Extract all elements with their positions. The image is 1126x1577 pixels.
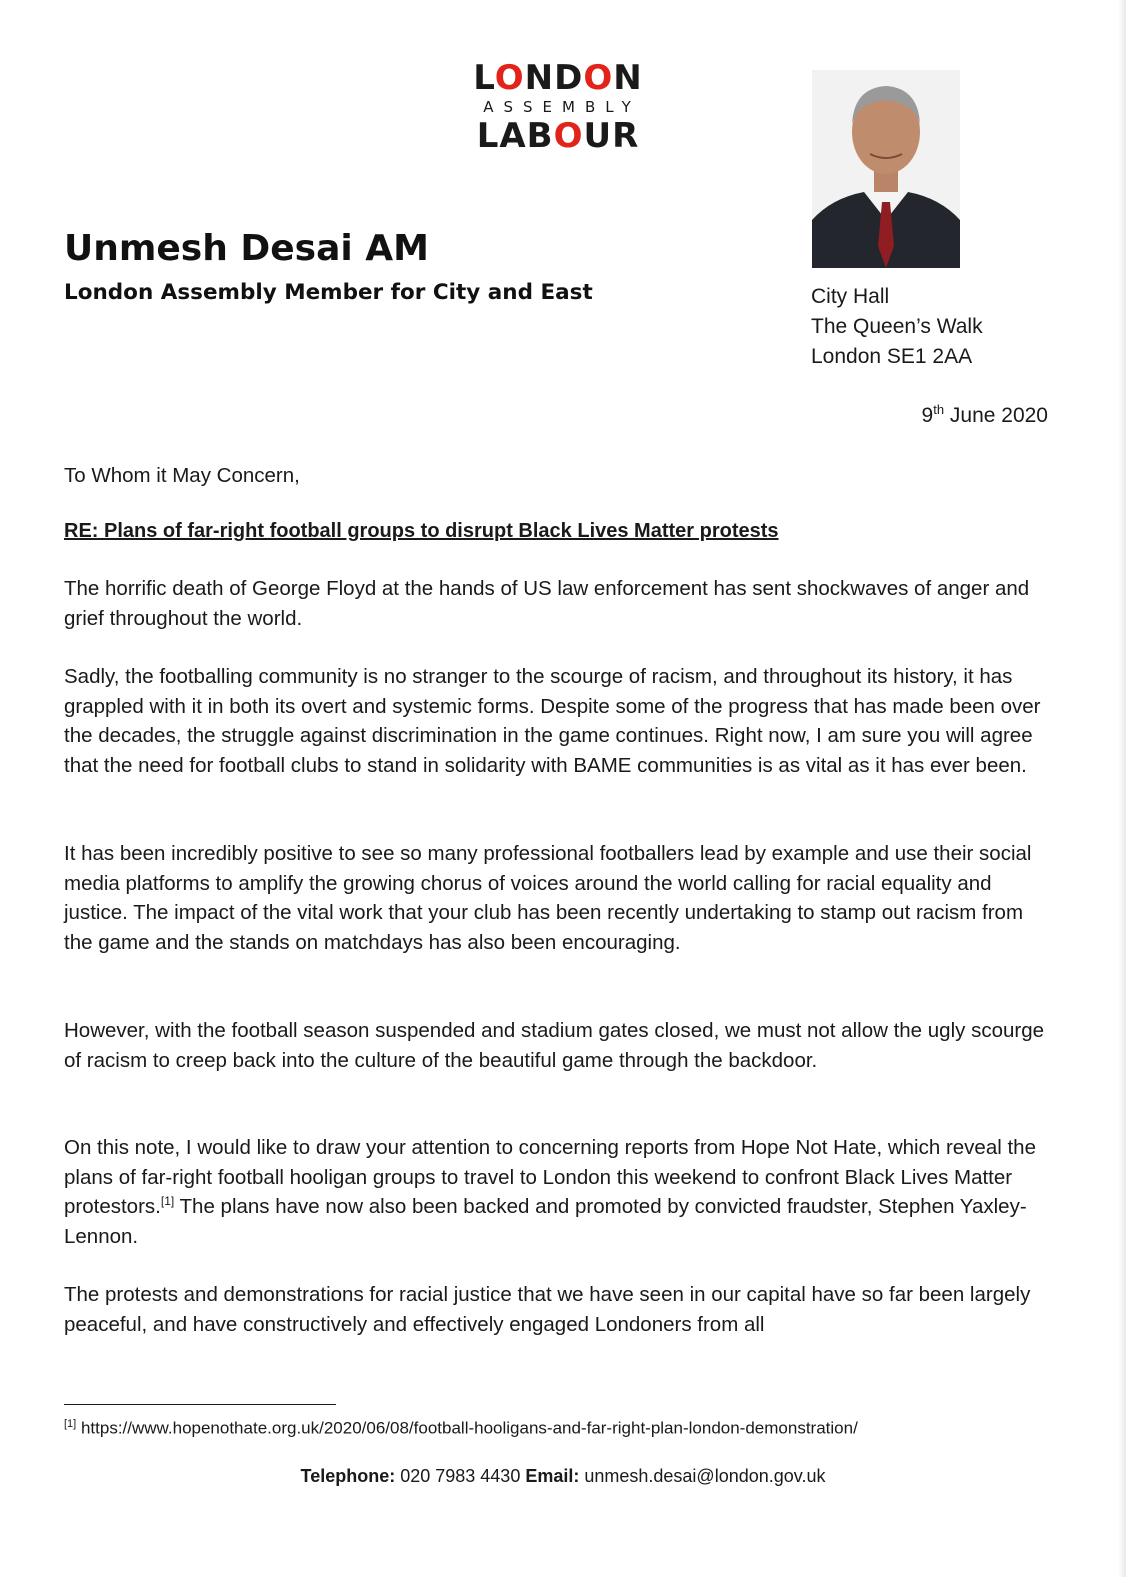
- address-line: City Hall: [811, 285, 890, 308]
- salutation: To Whom it May Concern,: [64, 464, 300, 487]
- body-paragraph: The horrific death of George Floyd at the hands of US law enforcement has sent shockwaves of anger and grief throughout the world.: [64, 577, 1030, 630]
- body-paragraph: However, with the football season suspended and stadium gates closed, we must not allow the ugly scourge of racism to creep back into the culture of the beautiful game through the backdoor.: [64, 1019, 1045, 1072]
- address-line: London SE1 2AA: [811, 345, 973, 368]
- body-paragraph: Sadly, the footballing community is no stranger to the scourge of racism, and throughout its history, it has grappled with it in both its overt and systemic forms. Despite some of the progress that has made been over the decades, the struggle against discrimination in the game continues. Right now, I am sure you will agree that the need for football clubs to stand in solidarity with BAME communities is as vital as it has ever been.: [64, 665, 1041, 777]
- email-label: Email:: [525, 1466, 580, 1486]
- body-paragraph: The protests and demonstrations for racial justice that we have seen in our capital have so far been largely peaceful, and have constructively and effectively engaged Londoners from all: [64, 1283, 1031, 1336]
- letter-date: 9th June 2020: [921, 402, 1048, 427]
- london-assembly-labour-logo: [472, 60, 644, 154]
- email-address: unmesh.desai@london.gov.uk: [579, 1466, 826, 1486]
- subject-line: RE: Plans of far-right football groups to disrupt Black Lives Matter protests: [64, 520, 779, 542]
- footnote-marker: [1]: [64, 1418, 77, 1430]
- footnote-divider: [64, 1404, 336, 1405]
- footnote-url: https://www.hopenothate.org.uk/2020/06/08/football-hooligans-and-far-right-plan-london-demonstration/: [80, 1418, 858, 1438]
- address-line: The Queen’s Walk: [811, 315, 983, 338]
- phone-label: Telephone:: [300, 1466, 396, 1486]
- member-portrait-photo: [812, 70, 960, 268]
- body-paragraph: It has been incredibly positive to see so many professional footballers lead by example and use their social media platforms to amplify the growing chorus of voices around the world calling for racial equality and justice. The impact of the vital work that your club has been recently undertaking to stamp out racism from the game and the stands on matchdays has also been encouraging.: [64, 842, 1032, 954]
- member-role: London Assembly Member for City and East: [64, 280, 593, 305]
- footnote-reference: [1]: [160, 1194, 175, 1209]
- contact-footer: [0, 1466, 1126, 1487]
- member-name: Unmesh Desai AM: [64, 228, 429, 269]
- logo-line-labour: LABOUR: [476, 116, 640, 156]
- body-paragraph: On this note, I would like to draw your attention to concerning reports from Hope Not Hate, which reveal the plans of far-right football hooligan groups to travel to London this weekend to confront Black Lives Matter protestors.[1] The plans have now also been backed and promoted by convicted fraudster, Stephen Yaxley-Lennon.: [64, 1136, 1036, 1248]
- page-edge-shadow: [1118, 0, 1126, 1577]
- sender-address: [811, 282, 983, 372]
- footnote: [64, 1418, 858, 1439]
- phone-number: 020 7983 4430: [395, 1466, 526, 1486]
- logo-line-assembly: ASSEMBLY: [483, 98, 641, 116]
- logo-line-london: LONDON: [473, 58, 643, 98]
